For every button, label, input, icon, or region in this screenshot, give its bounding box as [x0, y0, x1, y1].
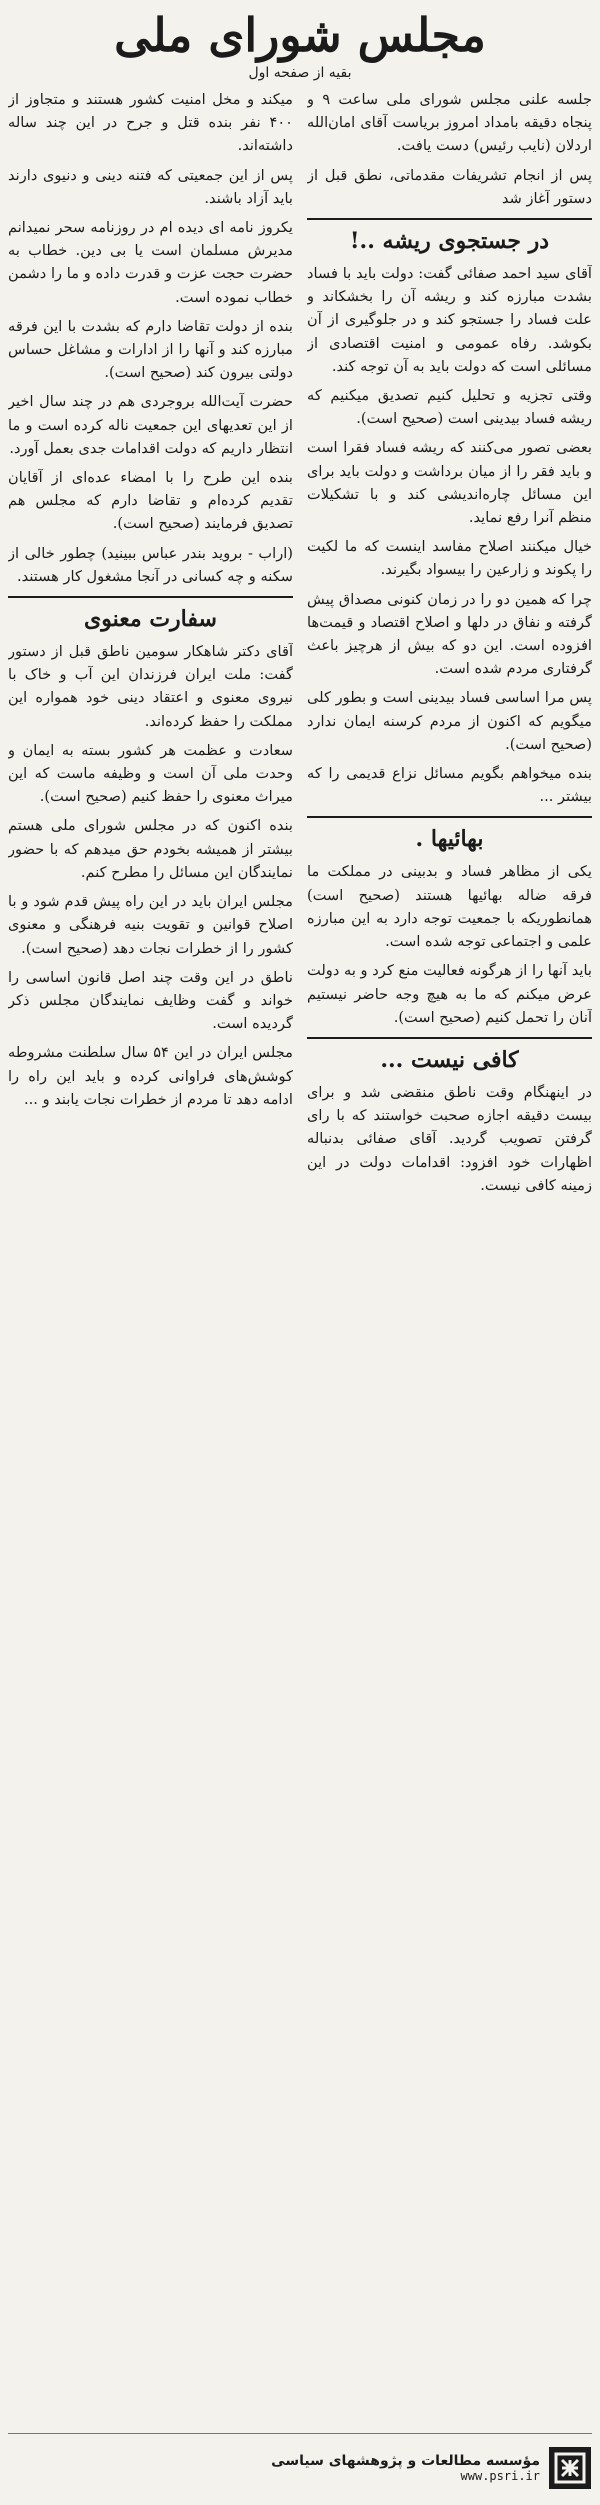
section-heading: در جستجوی ریشه ..!: [307, 218, 592, 256]
paragraph: بنده این طرح را با امضاء عده‌ای از آقایان تقدیم کرده‌ام و تقاضا دارم که مجلس هم تصدیق فرمایند (صحیح است).: [8, 469, 293, 533]
column-right: [307, 88, 592, 2418]
paragraph: یکروز نامه ای دیده ام در روزنامه سحر نمیدانم مدیرش مسلمان است یا بی دین. خطاب به حضرت حجت عزت و قدرت داده و ما را دشمن خطاب نموده است.: [8, 219, 293, 306]
paragraph: پس از انجام تشریفات مقدماتی، نطق قبل از دستور آغاز شد: [307, 166, 592, 207]
continuation-note: بقیه از صفحه اول: [248, 65, 352, 81]
paragraph: پس از این جمعیتی که فتنه دینی و دنیوی دارند باید آزاد باشند.: [8, 166, 293, 207]
paragraph: در اینهنگام وقت ناطق منقضی شد و برای بیست دقیقه اجازه صحبت خواستند که با رای گرفتن تصویب گردید. آقای صفائی بدنباله اظهارات خود افزود: اقدامات دولت در این زمینه کافی نیست.: [307, 1083, 592, 1194]
paragraph: حضرت آیت‌الله بروجردی هم در چند سال اخیر از این تعدیهای این جمعیت ناله کرده است و ما انتظار داریم که دولت اقدامات جدی بعمل آورد.: [8, 393, 293, 457]
paragraph: خیال میکنند اصلاح مفاسد اینست که ما لکیت را پکوند و زارعین را بیسواد بگیرند.: [307, 538, 592, 579]
paragraph: باید آنها را از هرگونه فعالیت منع کرد و به دولت عرض میکنم که ما به هیچ وجه حاضر نیستیم آنان را تحمل کنیم (صحیح است).: [307, 962, 592, 1026]
paragraph: وقتی تجزیه و تحلیل کنیم تصدیق میکنیم که ریشه فساد بیدینی است (صحیح است).: [307, 387, 592, 428]
column-left: [8, 88, 293, 2418]
paragraph: آقای دکتر شاهکار سومین ناطق قبل از دستور گفت: ملت ایران فرزندان این آب و خاک با نیروی معنوی و اعتقاد دینی خود همواره این مملکت را حفظ کرده‌اند.: [8, 643, 293, 730]
paragraph: میکند و مخل امنیت کشور هستند و متجاوز از ۴۰۰ نفر بنده قتل و جرح در این چند ساله داشته‌اند.: [8, 91, 293, 155]
section-heading: بهائیها .: [307, 816, 592, 854]
article-columns: [8, 88, 592, 2418]
section-heading: سفارت معنوی: [8, 596, 293, 634]
paragraph: بعضی تصور می‌کنند که ریشه فساد فقرا است و باید فقر را از میان برداشت و دولت باید برای این مسائل چاره‌اندیشی کند و با تشکیلات منظم آنرا رفع نماید.: [307, 439, 592, 527]
paragraph: مجلس ایران باید در این راه پیش قدم شود و با اصلاح قوانین و تقویت بنیه فرهنگی و معنوی کشور را از خطرات نجات دهد (صحیح است).: [8, 893, 293, 957]
paragraph: یکی از مظاهر فساد و بدبینی در مملکت ما فرقه ضاله بهائیها هستند (صحیح است) همانطوریکه با جمعیت توجه دارد به این مبارزه علمی و اجتماعی توجه شده است.: [307, 863, 592, 951]
paragraph: سعادت و عظمت هر کشور بسته به ایمان و وحدت ملی آن است و وظیفه ماست که این میراث معنوی را حفظ کنیم (صحیح است).: [8, 741, 293, 806]
masthead: [8, 0, 592, 88]
paragraph: چرا که همین دو را در زمان کنونی مصداق پیش گرفته و نفاق در دلها و اصلاح اقتصاد و قیمت‌ها افزوده است. این دو که بیش از هرچیز باعث گرفتاری مردم شده است.: [307, 590, 592, 678]
paragraph: مجلس ایران در این ۵۴ سال سلطنت مشروطه کوشش‌های فراوانی کرده و باید این راه را ادامه دهد تا مردم از خطرات نجات یابند و ...: [8, 1044, 293, 1108]
paragraph: آقای سید احمد صفائی گفت: دولت باید با فساد بشدت مبارزه کند و ریشه آن را بخشکاند و علت فساد را جستجو کند و در جلوگیری از آن بکوشد. رفاه عمومی و امنیت اقتصادی از مسائلی است که دولت باید به آن توجه کند.: [307, 265, 592, 375]
source-url[interactable]: www.psri.ir: [460, 2468, 540, 2483]
section-heading: کافی نیست ...: [307, 1037, 592, 1075]
paragraph: پس مرا اساسی فساد بیدینی است و بطور کلی میگویم که اکنون از مردم کرسنه ایمان ندارد (صحیح است).: [307, 689, 592, 753]
paragraph: (اراب - بروید بندر عباس ببینید) چطور خالی از سکنه و چه کسانی در آنجا مشغول کار هستند.: [8, 544, 293, 585]
page-title: مجلس شورای ملی: [114, 8, 486, 62]
paragraph: جلسه علنی مجلس شورای ملی ساعت ۹ و پنجاه دقیقه بامداد امروز بریاست آقای امان‌الله اردلان (نایب رئیس) دست یافت.: [307, 91, 592, 155]
paragraph: ناطق در این وقت چند اصل قانون اساسی را خواند و گفت وظایف نمایندگان مجلس ذکر گردیده است.: [8, 968, 293, 1033]
paragraph: بنده از دولت تقاضا دارم که بشدت با این فرقه مبارزه کند و آنها را از ادارات و مشاغل حساس دولتی بیرون کند (صحیح است).: [8, 317, 293, 382]
paragraph: بنده اکنون که در مجلس شورای ملی هستم بیشتر از همیشه بخودم حق میدهم که با حضور نمایندگان این مسائل را مطرح کنم.: [8, 817, 293, 881]
paragraph: بنده میخواهم بگویم مسائل نزاع قدیمی را که بیشتر ...: [307, 765, 592, 806]
psri-logo-icon: [548, 2446, 592, 2490]
organization-name: مؤسسه مطالعات و پژوهشهای سیاسی: [271, 2452, 540, 2469]
source-footer: [8, 2433, 592, 2497]
source-credit: [271, 2453, 540, 2483]
